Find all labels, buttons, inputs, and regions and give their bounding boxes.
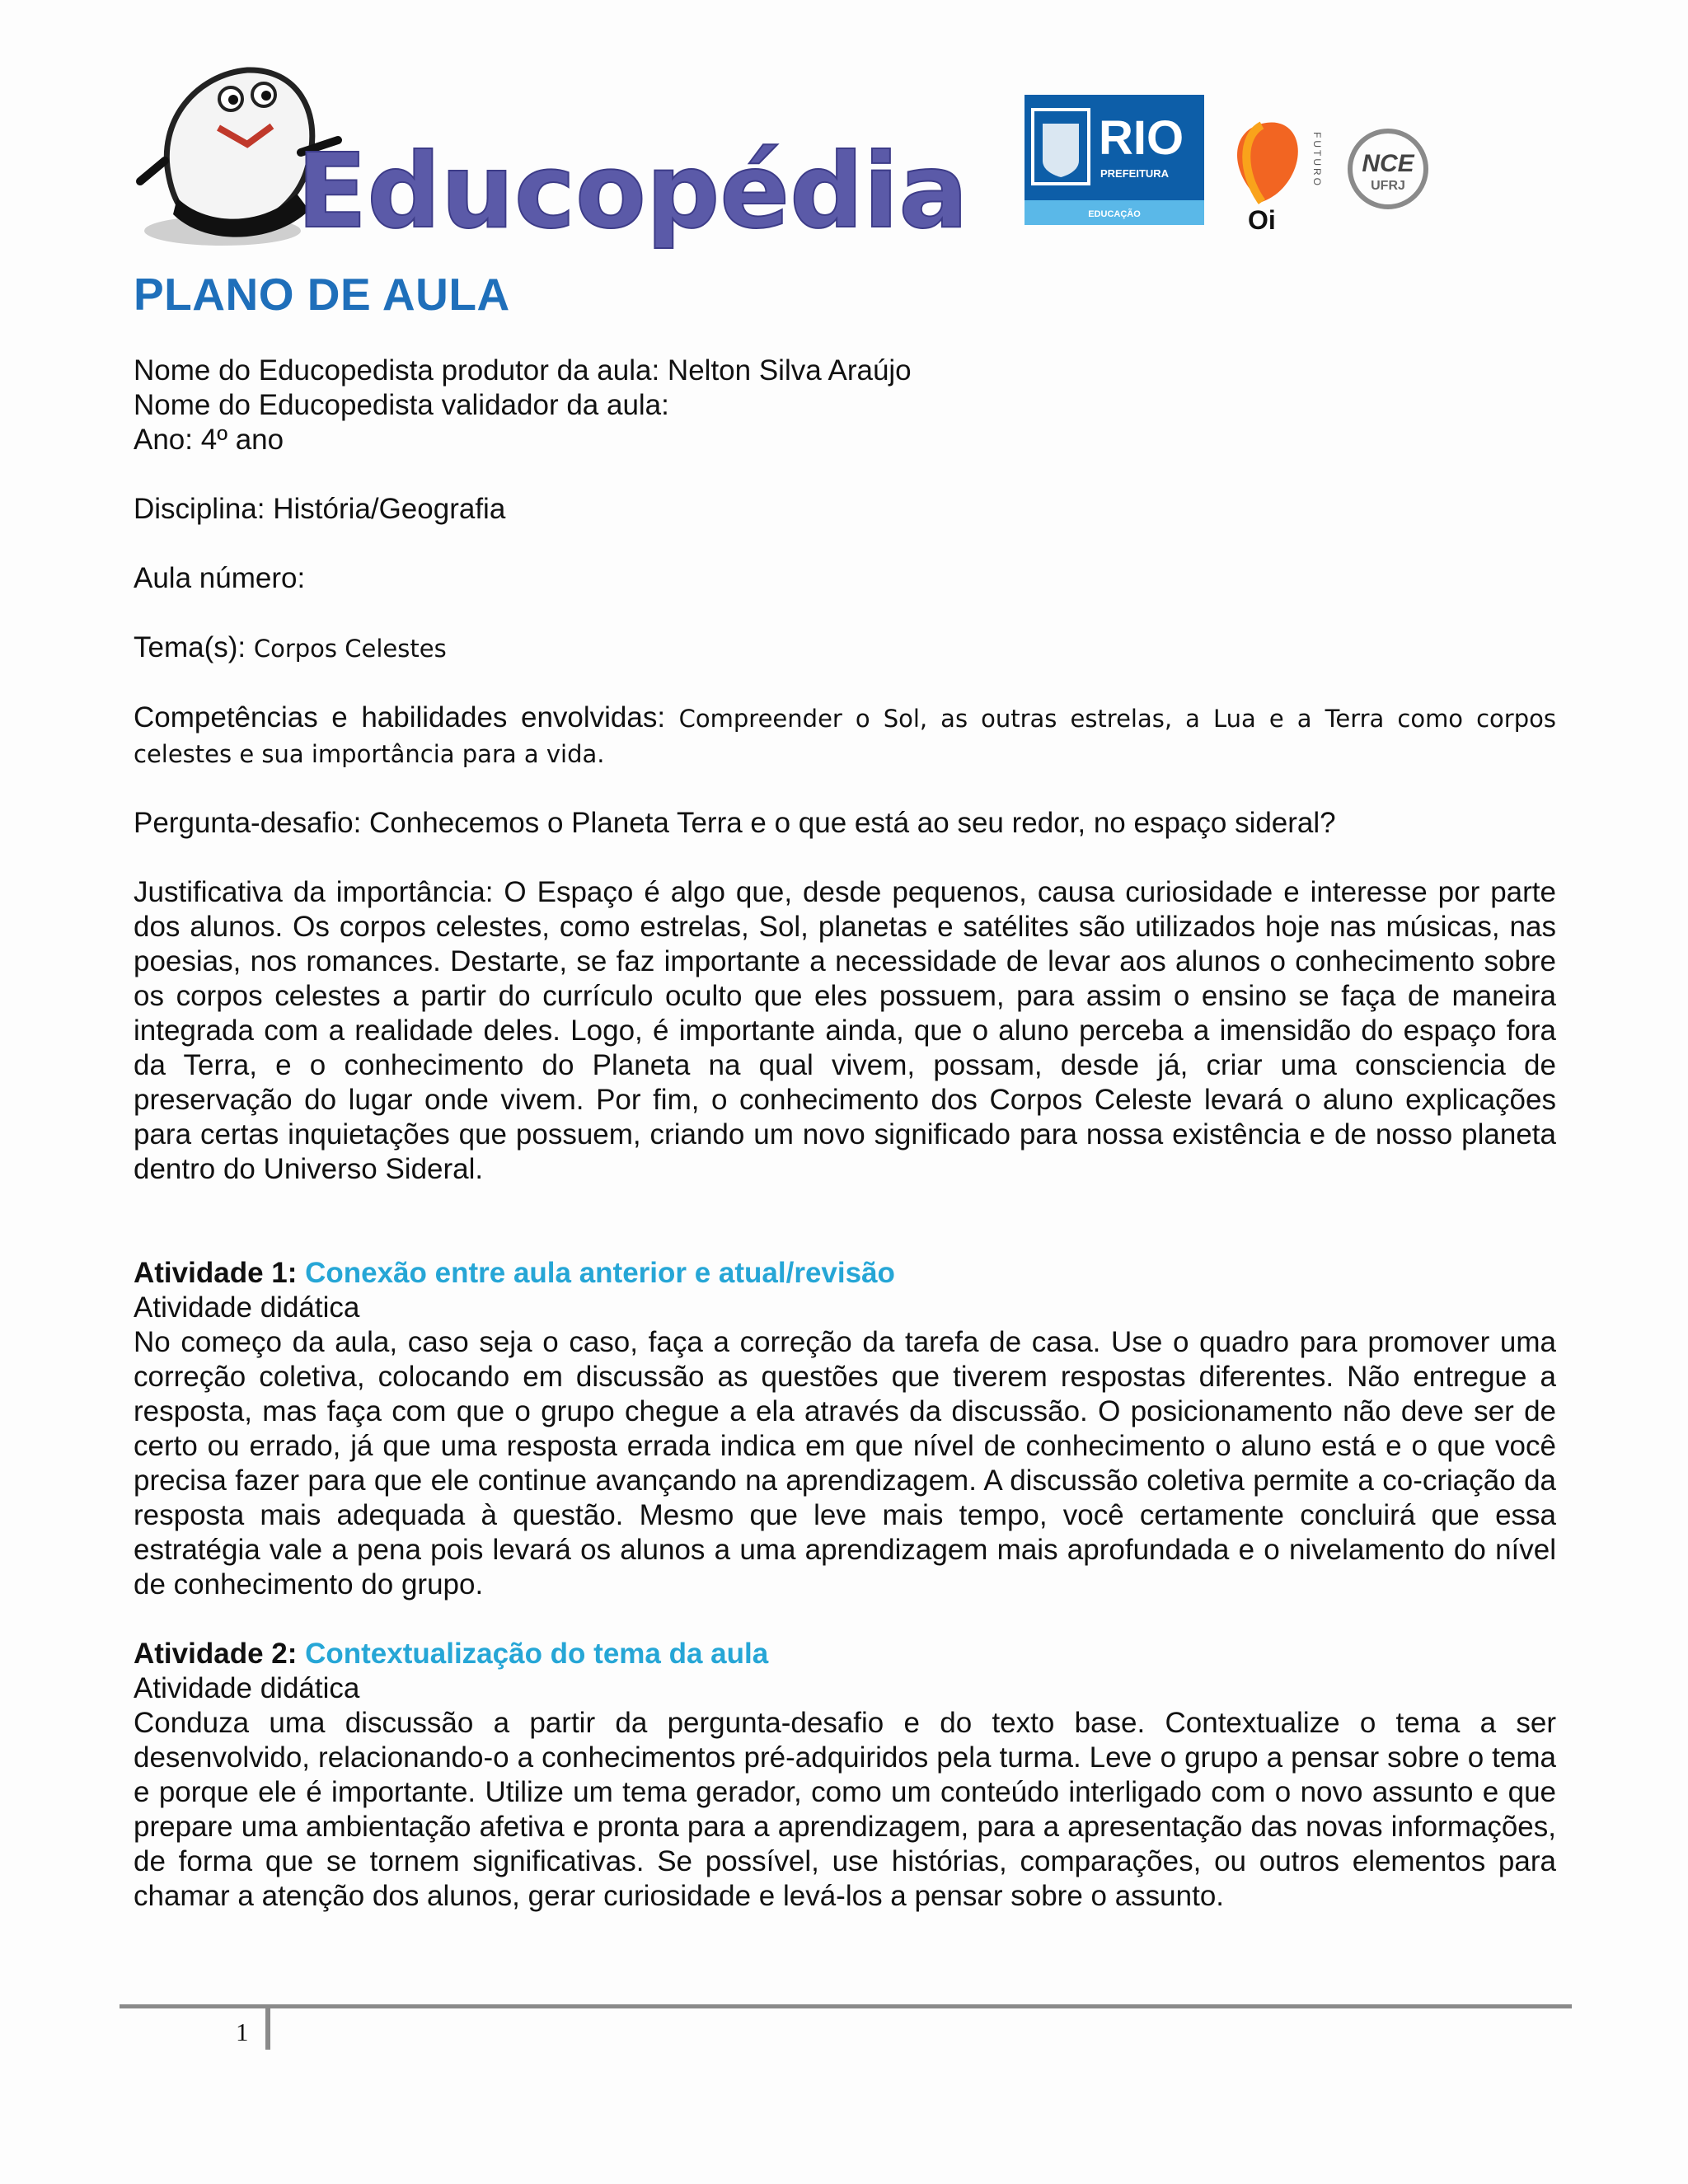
lesson-number-line: Aula número: xyxy=(134,562,306,594)
justification-paragraph: Justificativa da importância: O Espaço é algo que, desde pequenos, causa curiosidade e interesse por parte dos alunos. Os corpos celestes, como estrelas, Sol, planetas e satélites são utilizados hoje nas músicas, nas poesias, nos romances. Destarte, se faz importante a necessidade de levar aos alunos o conhecimento sobre os corpos celestes a partir do currículo oculto que eles possuem, para assim o ensino se faça de maneira integrada com a realidade deles. Logo, é importante ainda, que o aluno perceba a imensidão do espaço fora da Terra, e o conhecimento do Planeta na qual vivem, possam, desde já, criar uma consciencia de preservação do lugar onde vivem. Por fim, o conhecimento dos Corpos Celeste levará o aluno explicações para certas inquietações que possuem, criando um novo significado para nossa existência e de nosso planeta dentro do Universo Sideral. xyxy=(134,876,1556,1185)
page-title: PLANO DE AULA xyxy=(134,269,510,320)
page-header xyxy=(132,54,1451,260)
activity-1 xyxy=(134,1256,1556,1602)
activity-text: Conduza uma discussão a partir da pergunta-desafio e do texto base. Contextualize o tema a ser desenvolvido, relacionando-o a conhecimentos pré-adquiridos pela turma. Leve o grupo a pensar sobre o tema e porque ele é importante. Utilize um tema gerador, como um conteúdo interligado com o novo assunto e que prepare uma ambientação afetiva e pronta para a aprendizagem, para a apresentação das novas informações, de forma que se tornem significativas. Se possível, use histórias, comparações, ou outros elementos para chamar a atenção dos alunos, gerar curiosidade e levá-los a pensar sobre o assunto. xyxy=(134,1707,1556,1912)
competencies-paragraph xyxy=(134,701,1556,771)
page-number: 1 xyxy=(236,2018,249,2046)
rio-logo-dept: EDUCAÇÃO xyxy=(1088,209,1141,219)
activity-text: No começo da aula, caso seja o caso, faça a correção da tarefa de casa. Use o quadro para promover uma correção coletiva, colocando em discussão as questões que tiverem respostas diferentes. Não entregue a resposta, mas faça com que o grupo chegue a ela através da discussão. O posicionamento não deve ser de certo ou errado, já que uma resposta errada indica em que nível de conhecimento o aluno está e o que você precisa fazer para que ele continue avançando na aprendizagem. A discussão coletiva permite a co-criação da resposta mais adequada à questão. Mesmo que leve mais tempo, você certamente concluirá que essa estratégia vale a pena pois levará os alunos a uma aprendizagem mais aprofundada e o nivelamento do nível de conhecimento do grupo. xyxy=(134,1326,1556,1601)
activity-heading xyxy=(134,1256,1556,1291)
nce-logo-text: NCE xyxy=(1362,150,1414,177)
activity-2 xyxy=(134,1637,1556,1914)
rio-prefeitura-logo xyxy=(1025,95,1204,225)
activity-type: Atividade didática xyxy=(134,1291,360,1324)
oi-futuro-text: FUTURO xyxy=(1311,132,1323,188)
challenge-question: Pergunta-desafio: Conhecemos o Planeta Terra e o que está ao seu redor, no espaço sideral? xyxy=(134,807,1336,839)
footer-divider xyxy=(120,2004,1572,2008)
educopedia-wordmark: Educopédia xyxy=(297,132,968,251)
activity-type: Atividade didática xyxy=(134,1672,360,1704)
lesson-plan-document xyxy=(134,268,1556,1914)
oi-futuro-logo xyxy=(1225,115,1328,235)
activity-title: Contextualização do tema da aula xyxy=(305,1638,769,1670)
subject-line: Disciplina: História/Geografia xyxy=(134,493,506,525)
rio-logo-text: RIO xyxy=(1099,111,1184,165)
nce-logo-subtext: UFRJ xyxy=(1371,179,1405,193)
activity-heading xyxy=(134,1637,1556,1671)
theme-value: Corpos Celestes xyxy=(253,635,447,663)
year-line: Ano: 4º ano xyxy=(134,424,284,456)
theme-label: Tema(s): xyxy=(134,631,254,663)
activity-label: Atividade 1: xyxy=(134,1257,306,1289)
educopedia-logo xyxy=(132,54,968,255)
activity-title: Conexão entre aula anterior e atual/revisão xyxy=(305,1257,895,1289)
competencies-value: Compreender o Sol, as outras estrelas, a Lua e a Terra como corpos celestes e sua importância para a vida. xyxy=(134,705,1556,768)
rio-logo-subtext: PREFEITURA xyxy=(1100,167,1170,180)
nce-ufrj-logo xyxy=(1337,124,1444,214)
footer-page-marker xyxy=(265,2008,270,2050)
competencies-label: Competências e habilidades envolvidas: xyxy=(134,701,679,733)
validator-line: Nome do Educopedista validador da aula: xyxy=(134,389,669,421)
theme-line xyxy=(134,630,1556,666)
producer-line: Nome do Educopedista produtor da aula: Nelton Silva Araújo xyxy=(134,354,912,387)
oi-logo-text: Oi xyxy=(1248,205,1276,235)
activity-label: Atividade 2: xyxy=(134,1638,306,1670)
